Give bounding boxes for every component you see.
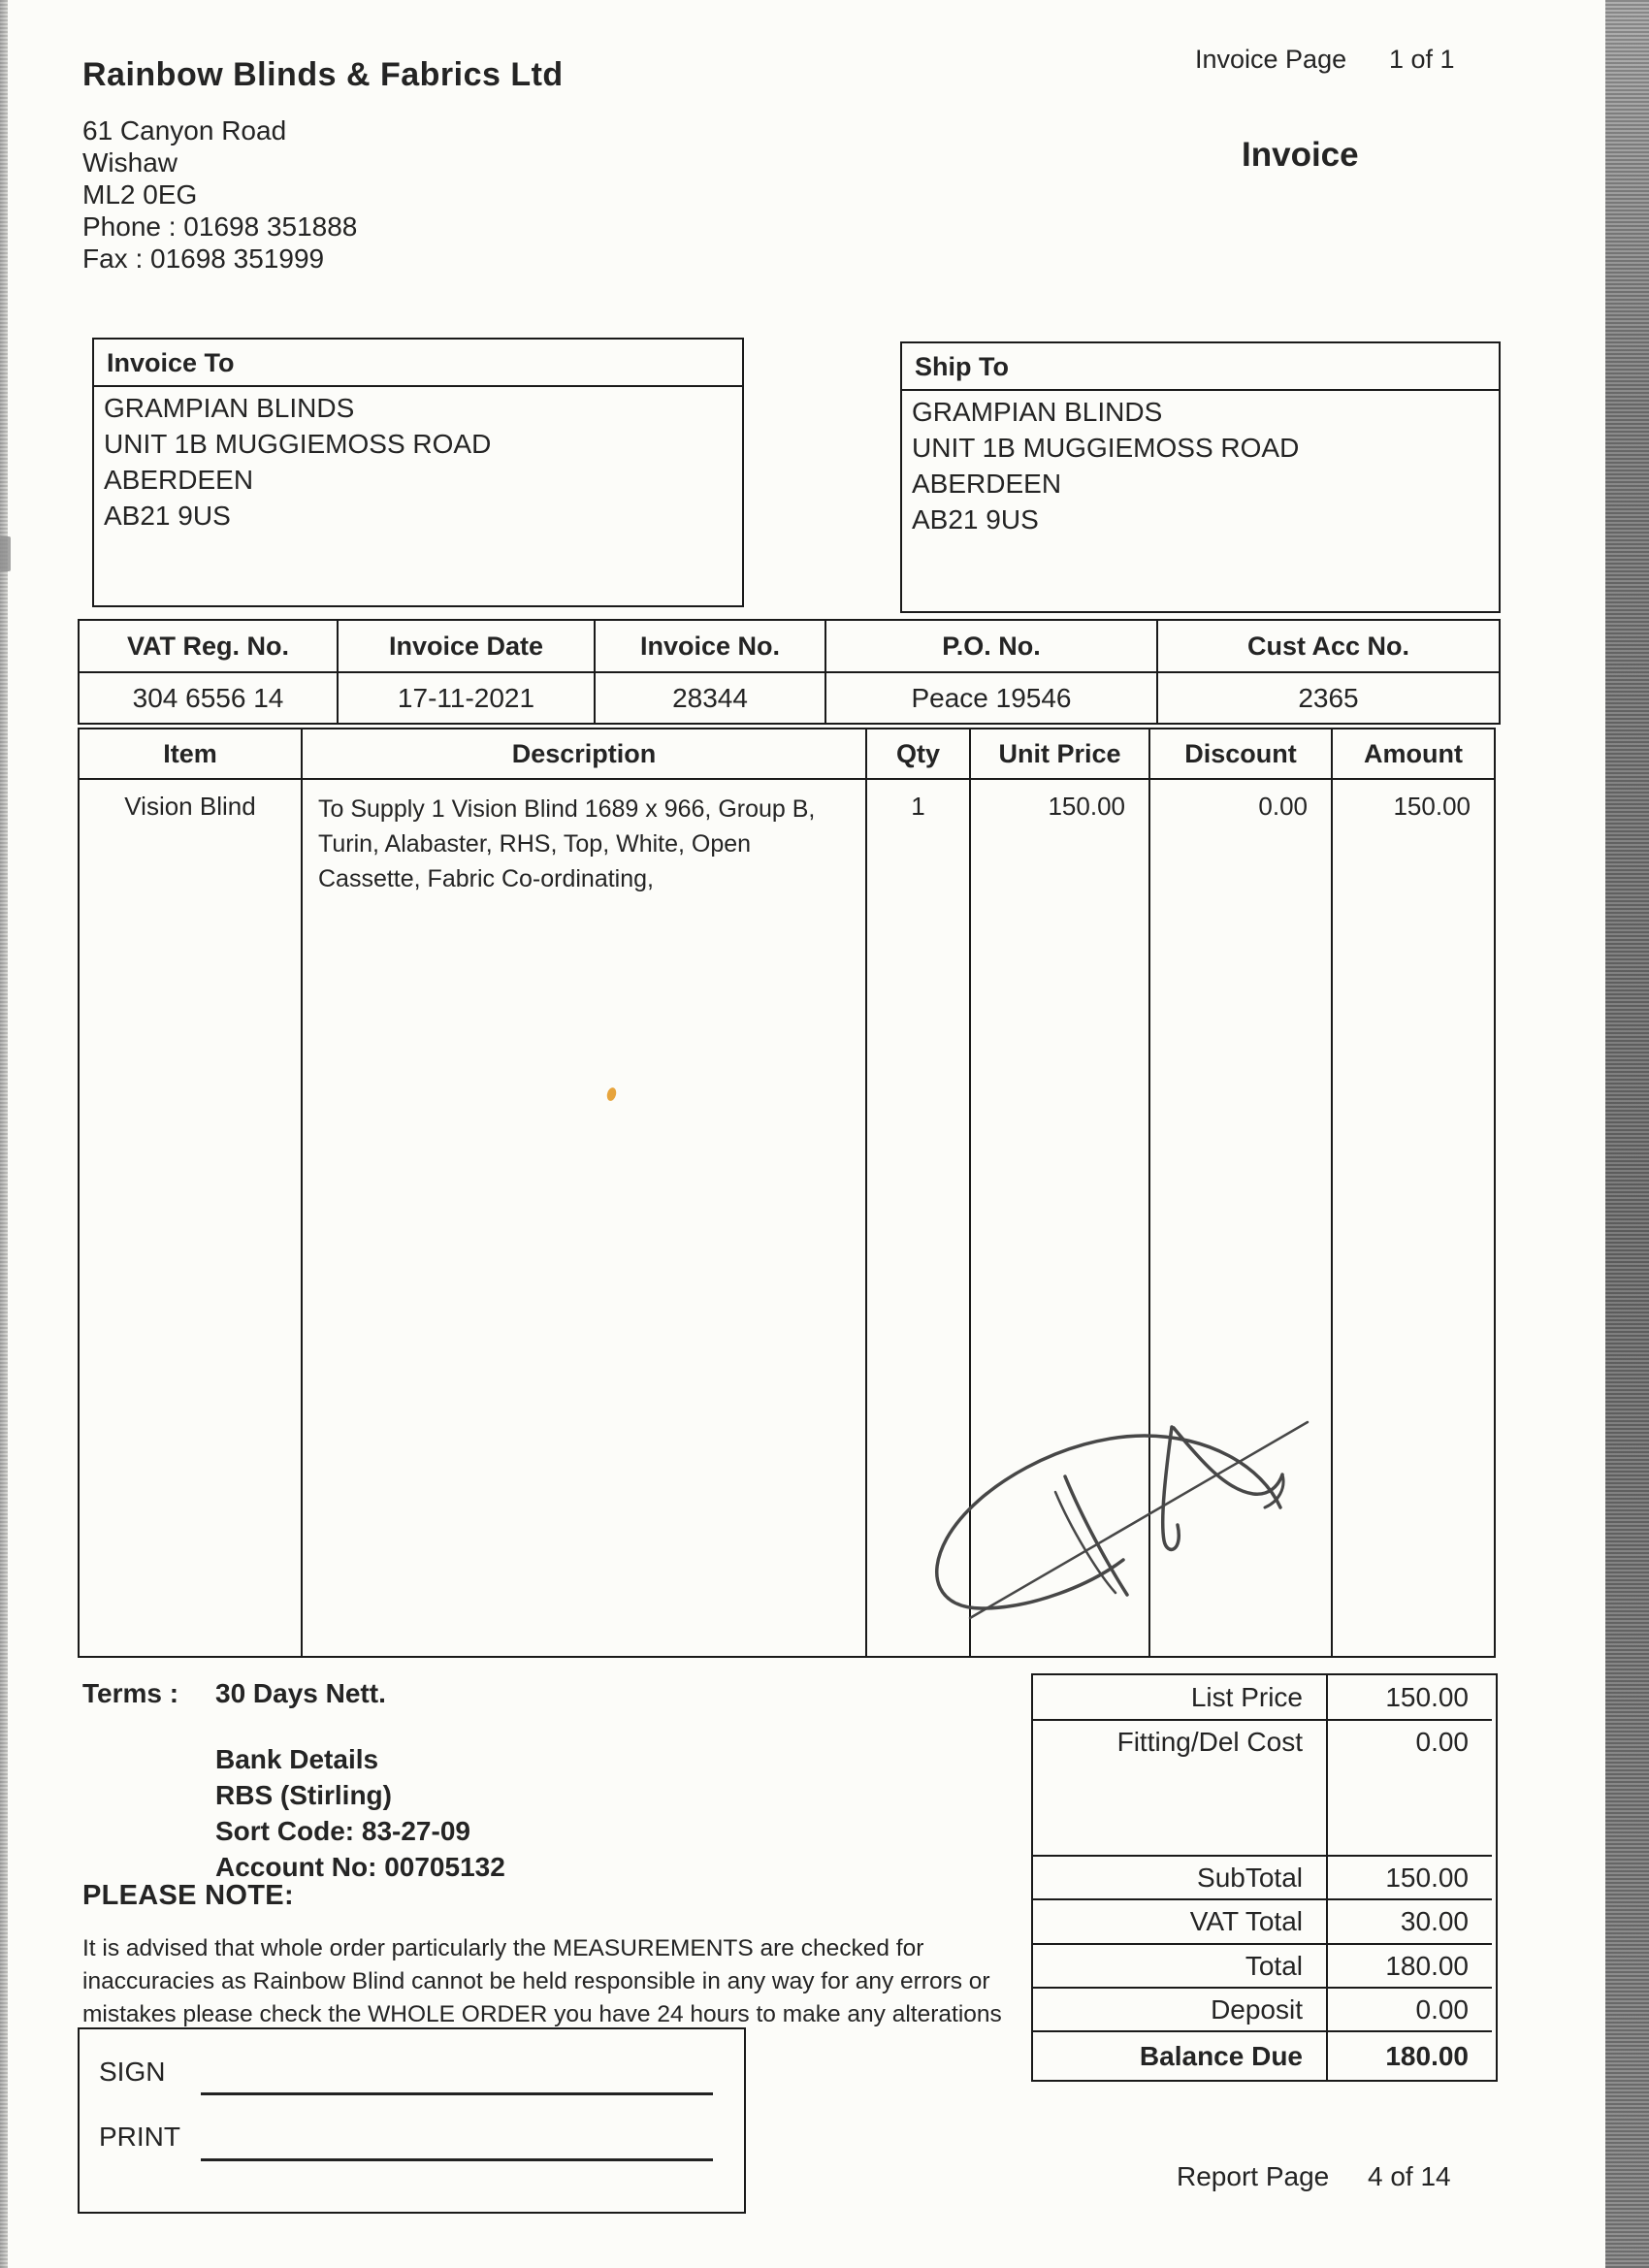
document-title: Invoice [1242, 136, 1359, 174]
scanner-edge-mark [0, 536, 11, 571]
invoice-to-line: AB21 9US [104, 501, 231, 531]
total-value-vat-total: 30.00 [1326, 1900, 1492, 1945]
company-address-line: ML2 0EG [82, 179, 198, 210]
items-header-amount: Amount [1331, 729, 1494, 780]
invoice-page-label: Invoice Page [1195, 45, 1347, 74]
item-cell-name: Vision Blind [124, 792, 256, 821]
please-note-heading: PLEASE NOTE: [82, 1880, 294, 1911]
meta-value-invoice-date: 17-11-2021 [337, 673, 594, 723]
total-value-total: 180.00 [1326, 1945, 1492, 1989]
item-description-line: Cassette, Fabric Co-ordinating, [318, 865, 654, 892]
company-address-line: 61 Canyon Road [82, 115, 287, 146]
meta-header-vat-reg: VAT Reg. No. [80, 621, 337, 673]
meta-value-po-no: Peace 19546 [824, 673, 1156, 723]
bank-details-line: RBS (Stirling) [215, 1780, 392, 1810]
sign-line [201, 2092, 713, 2095]
total-value-list-price: 150.00 [1326, 1675, 1492, 1721]
bank-details-line: Account No: 00705132 [215, 1852, 505, 1882]
report-page-indicator [1177, 2161, 1451, 2192]
item-cell-unit-price: 150.00 [969, 780, 1148, 1656]
scanner-edge-right [1605, 0, 1649, 2268]
ship-to-label: Ship To [902, 343, 1499, 391]
total-label-deposit: Deposit [1033, 1989, 1326, 2032]
ship-to-line: AB21 9US [912, 504, 1039, 535]
company-address-line: Phone : 01698 351888 [82, 211, 358, 242]
total-label-total: Total [1033, 1945, 1326, 1989]
total-label-fitting-del-cost: Fitting/Del Cost [1033, 1721, 1326, 1857]
meta-header-invoice-date: Invoice Date [337, 621, 594, 673]
total-label-subtotal: SubTotal [1033, 1857, 1326, 1900]
total-value-deposit: 0.00 [1326, 1989, 1492, 2032]
items-header-item: Item [80, 729, 301, 780]
scanner-edge-left [0, 0, 8, 2268]
ship-to-box [900, 341, 1501, 613]
items-header-discount: Discount [1148, 729, 1331, 780]
items-header-qty: Qty [865, 729, 969, 780]
meta-header-cust-acc: Cust Acc No. [1156, 621, 1499, 673]
bank-details-line: Sort Code: 83-27-09 [215, 1816, 470, 1846]
print-line [201, 2158, 713, 2161]
meta-header-po-no: P.O. No. [824, 621, 1156, 673]
total-value-subtotal: 150.00 [1326, 1857, 1492, 1900]
invoice-to-line: UNIT 1B MUGGIEMOSS ROAD [104, 429, 492, 459]
items-header-unit-price: Unit Price [969, 729, 1148, 780]
bank-details [215, 1741, 505, 1885]
item-cell-description [301, 780, 865, 1656]
report-page-label: Report Page [1177, 2161, 1330, 2191]
company-name: Rainbow Blinds & Fabrics Ltd [82, 56, 564, 93]
meta-value-invoice-no: 28344 [594, 673, 824, 723]
invoice-to-label: Invoice To [94, 340, 742, 387]
invoice-page-indicator [1195, 45, 1455, 75]
total-value-balance-due: 180.00 [1326, 2032, 1492, 2080]
meta-value-cust-acc: 2365 [1156, 673, 1499, 723]
invoice-meta-table [78, 619, 1501, 725]
handwritten-signature [920, 1393, 1317, 1631]
ship-to-address [902, 391, 1499, 540]
ship-to-line: GRAMPIAN BLINDS [912, 397, 1163, 427]
please-note-line: It is advised that whole order particularly the MEASUREMENTS are checked for [82, 1935, 924, 1961]
terms-value: 30 Days Nett. [215, 1678, 386, 1708]
ship-to-line: UNIT 1B MUGGIEMOSS ROAD [912, 433, 1300, 463]
invoice-to-line: ABERDEEN [104, 465, 254, 495]
report-page-value: 4 of 14 [1368, 2161, 1451, 2191]
invoice-to-line: GRAMPIAN BLINDS [104, 393, 355, 423]
company-address-line: Wishaw [82, 147, 178, 178]
item-cell-qty: 1 [865, 780, 969, 1656]
item-description-line: To Supply 1 Vision Blind 1689 x 966, Group B, [318, 795, 816, 823]
meta-header-invoice-no: Invoice No. [594, 621, 824, 673]
invoice-to-box [92, 338, 744, 607]
total-label-balance-due: Balance Due [1139, 2040, 1303, 2071]
invoice-page-value: 1 of 1 [1389, 45, 1455, 74]
company-address-line: Fax : 01698 351999 [82, 243, 325, 274]
bank-details-line: Bank Details [215, 1744, 379, 1774]
please-note-line: inaccuracies as Rainbow Blind cannot be held responsible in any way for any errors or [82, 1968, 990, 1994]
total-value-fitting-del-cost: 0.00 [1326, 1721, 1492, 1857]
company-address [82, 114, 357, 275]
item-cell-discount: 0.00 [1148, 780, 1331, 1656]
please-note-body [82, 1932, 1002, 2031]
terms-label: Terms : [82, 1678, 179, 1708]
invoice-to-address [94, 387, 742, 536]
total-label-list-price: List Price [1033, 1675, 1326, 1721]
item-cell-amount: 150.00 [1331, 780, 1494, 1656]
ship-to-line: ABERDEEN [912, 469, 1062, 499]
meta-value-vat-reg: 304 6556 14 [132, 682, 284, 713]
item-description-line: Turin, Alabaster, RHS, Top, White, Open [318, 830, 752, 858]
items-header-description: Description [301, 729, 865, 780]
print-label: PRINT [99, 2122, 180, 2152]
please-note-line: mistakes please check the WHOLE ORDER you have 24 hours to make any alterations [82, 2001, 1002, 2027]
sign-label: SIGN [99, 2057, 166, 2087]
totals-table [1031, 1673, 1498, 2082]
signature-box [78, 2027, 746, 2214]
total-label-vat-total: VAT Total [1033, 1900, 1326, 1945]
